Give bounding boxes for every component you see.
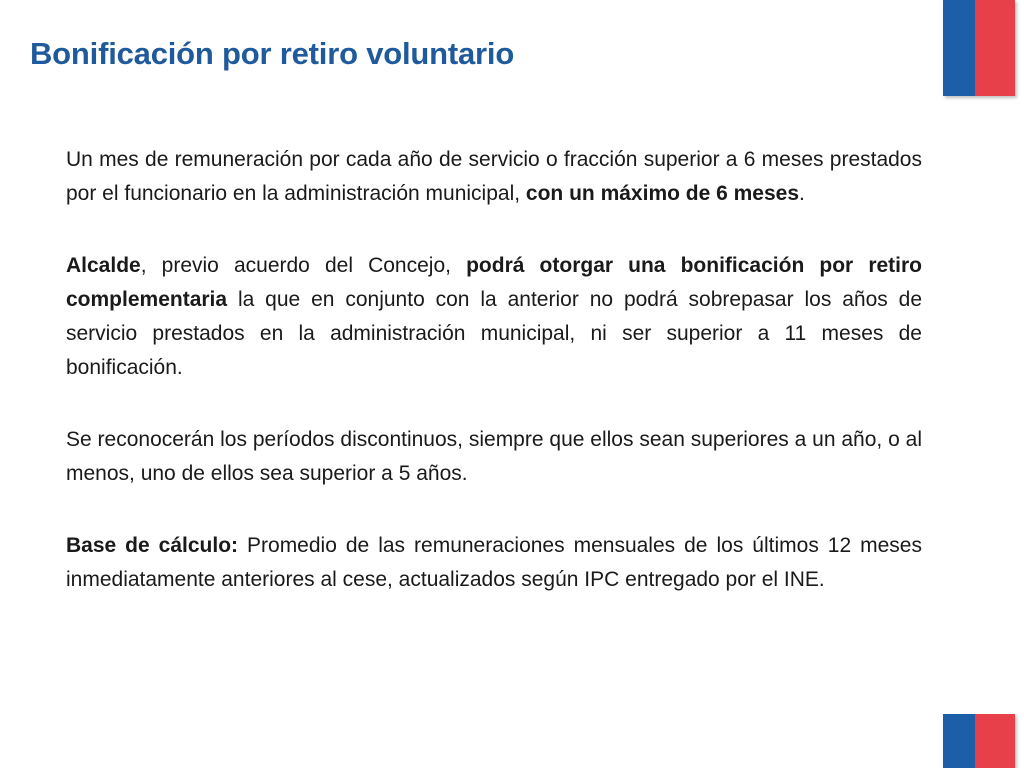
paragraph-mayor-bonus	[66, 249, 922, 385]
paragraph-text: Un mes de remuneración por cada año de servicio o fracción superior a 6 meses prestados por el funcionario en la administración municipal,	[66, 148, 922, 205]
paragraph-text: Promedio de las remuneraciones mensuales de los últimos 12 meses inmediatamente anteriores al cese, actualizados según IPC entregado por el INE.	[66, 534, 922, 591]
paragraph-calculation-base	[66, 529, 922, 597]
flag-bottom-red-bar	[975, 714, 1015, 768]
paragraph-bold-text: con un máximo de 6 meses	[525, 182, 800, 205]
flag-bottom-blue-bar	[943, 714, 975, 768]
flag-top-red-bar	[975, 0, 1015, 96]
flag-top-blue-bar	[943, 0, 975, 96]
slide-title: Bonificación por retiro voluntario	[30, 36, 515, 71]
paragraph-bold-text: podrá otorgar una bonificación por retiro complementaria	[66, 254, 922, 311]
paragraph-text: .	[799, 182, 805, 205]
paragraph-bold-text: Alcalde	[66, 254, 141, 277]
paragraph-text: Se reconocerán los períodos discontinuos, siempre que ellos sean superiores a un año, o al menos, uno de ellos sea superior a 5 años.	[66, 428, 922, 485]
flag-top-decoration	[943, 0, 1015, 96]
paragraph-bold-text: Base de cálculo:	[66, 534, 239, 557]
slide-body	[66, 143, 922, 597]
paragraph-text: la que en conjunto con la anterior no podrá sobrepasar los años de servicio prestados en la administración municipal, ni ser superior a 11 meses de bonificación.	[66, 288, 922, 379]
paragraph-monthly-remuneration	[66, 143, 922, 211]
paragraph-discontinuous-periods	[66, 423, 922, 491]
flag-bottom-decoration	[943, 714, 1015, 768]
paragraph-text: , previo acuerdo del Concejo,	[140, 254, 467, 277]
